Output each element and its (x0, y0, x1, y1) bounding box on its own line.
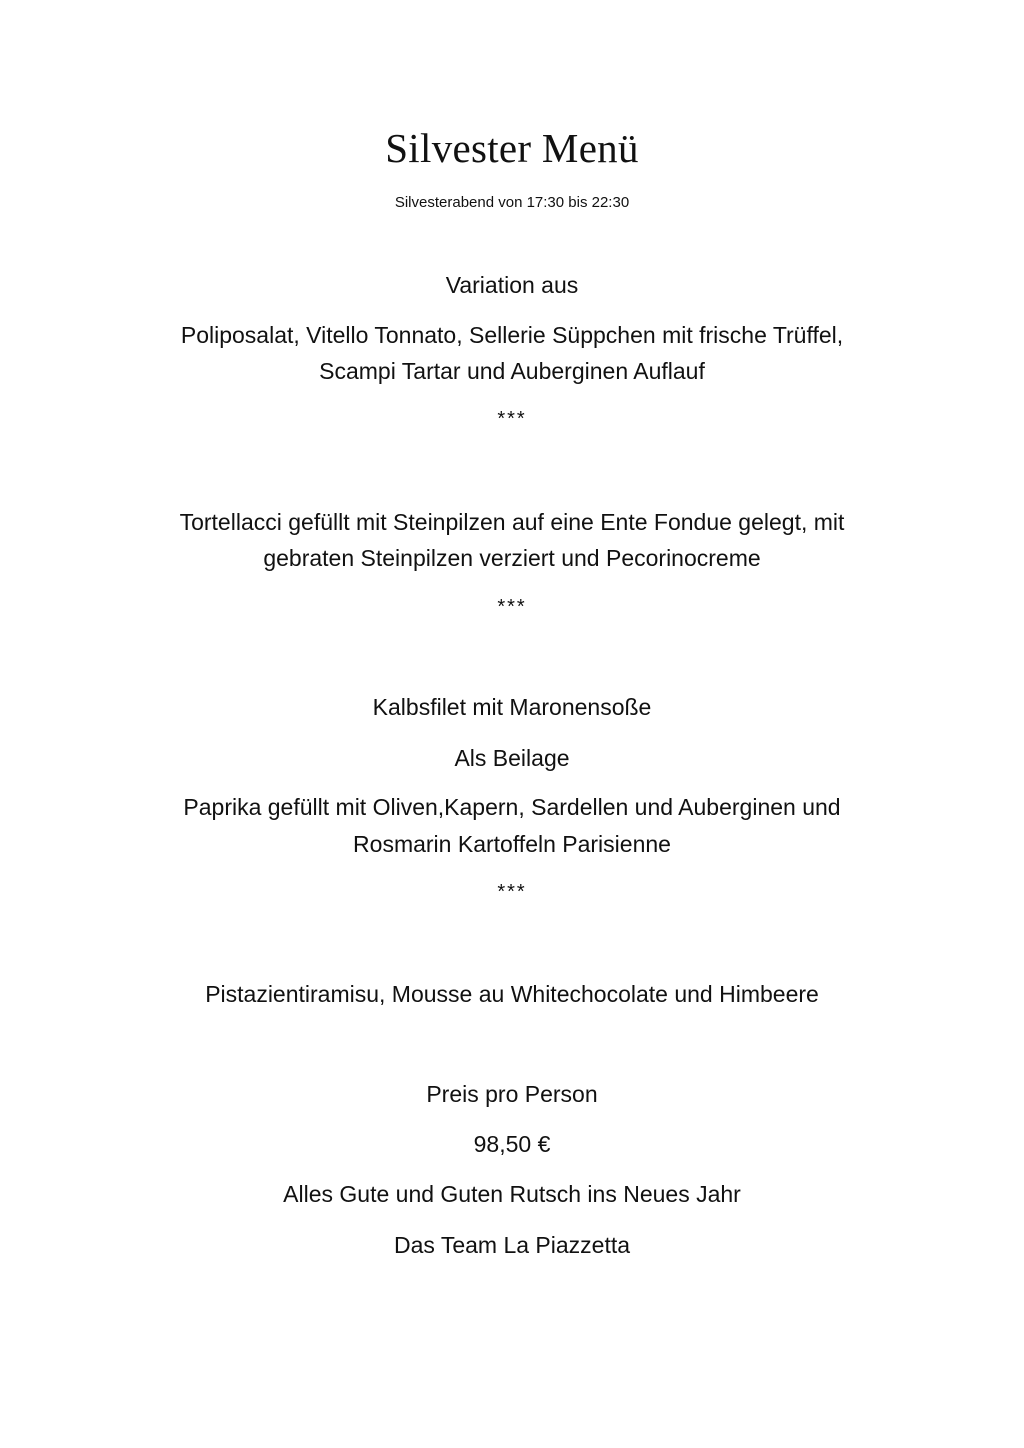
starter-description-line-1: Poliposalat, Vitello Tonnato, Sellerie Süppchen mit frische Trüffel, (180, 322, 844, 348)
course-separator: *** (497, 408, 527, 430)
price-value: 98,50 € (473, 1131, 551, 1157)
pasta-description-line-1: Tortellacci gefüllt mit Steinpilzen auf eine Ente Fondue gelegt, mit (179, 509, 845, 535)
side-dish-line-1: Paprika gefüllt mit Oliven,Kapern, Sardellen und Auberginen und (183, 794, 841, 820)
dessert-description: Pistazientiramisu, Mousse au Whitechocolate und Himbeere (205, 981, 819, 1007)
signature-text: Das Team La Piazzetta (393, 1232, 631, 1258)
menu-subtitle: Silvesterabend von 17:30 bis 22:30 (394, 194, 630, 211)
greeting-text: Alles Gute und Guten Rutsch ins Neues Jahr (283, 1181, 741, 1207)
starter-description-line-2: Scampi Tartar und Auberginen Auflauf (319, 358, 705, 384)
pasta-description-line-2: gebraten Steinpilzen verziert und Pecorinocreme (263, 545, 761, 571)
side-dish-line-2: Rosmarin Kartoffeln Parisienne (353, 831, 671, 857)
menu-title: Silvester Menü (385, 125, 639, 171)
course-separator: *** (497, 596, 527, 618)
side-dish-label: Als Beilage (454, 745, 570, 771)
main-course-heading: Kalbsfilet mit Maronensoße (372, 694, 652, 720)
starter-heading: Variation aus (445, 272, 579, 298)
price-label: Preis pro Person (426, 1081, 598, 1107)
course-separator: *** (497, 881, 527, 903)
